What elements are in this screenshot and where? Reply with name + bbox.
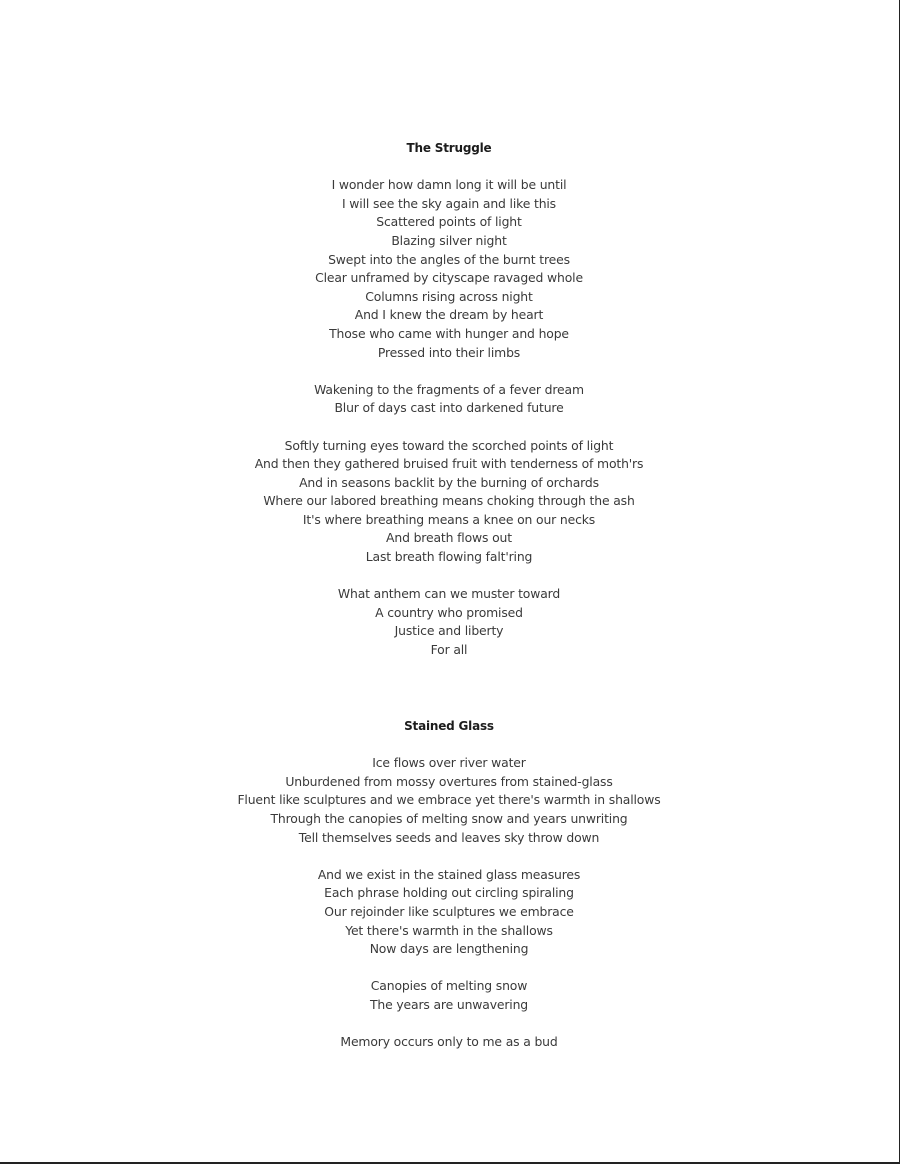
stanza-3: [0, 437, 898, 567]
poem-line: Yet there's warmth in the shallows: [345, 922, 553, 938]
poem-line: Columns rising across night: [365, 288, 533, 304]
poem-stained-glass: [0, 717, 898, 1070]
stanza-1: [0, 754, 898, 847]
poem-line: Unburdened from mossy overtures from stained-glass: [285, 773, 613, 789]
stanza-4: [0, 1033, 898, 1052]
poem-line: Our rejoinder like sculptures we embrace: [324, 903, 574, 919]
poem-line: Ice flows over river water: [372, 755, 526, 771]
poem-line: And I knew the dream by heart: [354, 307, 544, 323]
poem-line: Wakening to the fragments of a fever dream: [314, 381, 584, 397]
poem-line: Where our labored breathing means choking through the ash: [263, 493, 635, 509]
poem-line: And breath flows out: [386, 530, 512, 546]
poem-line: Through the canopies of melting snow and years unwriting: [270, 810, 628, 826]
poem-line: I will see the sky again and like this: [342, 195, 556, 211]
poem-line: A country who promised: [375, 604, 523, 620]
poem-line: For all: [430, 642, 468, 658]
poem-line: Justice and liberty: [394, 623, 504, 639]
stanza-1: [0, 176, 898, 362]
poem-line: The years are unwavering: [369, 996, 529, 1012]
poem-line: Canopies of melting snow: [370, 978, 528, 994]
poem-line: Scattered points of light: [376, 214, 522, 230]
poem-title: The Struggle: [406, 141, 492, 155]
poem-line: Blazing silver night: [391, 232, 507, 248]
poem-line: Softly turning eyes toward the scorched points of light: [284, 437, 614, 453]
poem-line: Fluent like sculptures and we embrace yet there's warmth in shallows: [237, 792, 661, 808]
poem-title: Stained Glass: [404, 719, 494, 733]
stanza-2: [0, 381, 898, 418]
stanza-3: [0, 977, 898, 1014]
poem-line: Now days are lengthening: [369, 941, 529, 957]
poem-line: Clear unframed by cityscape ravaged whole: [315, 270, 583, 286]
poem-line: Each phrase holding out circling spiraling: [324, 885, 574, 901]
poem-line: Last breath flowing falt'ring: [365, 549, 533, 565]
poem-the-struggle: [0, 139, 898, 678]
poem-line: Those who came with hunger and hope: [329, 325, 569, 341]
stanza-2: [0, 866, 898, 959]
poem-line: Tell themselves seeds and leaves sky throw down: [298, 829, 600, 845]
poem-line: And then they gathered bruised fruit with tenderness of moth'rs: [254, 456, 644, 472]
poem-line: Swept into the angles of the burnt trees: [328, 251, 570, 267]
poem-line: It's where breathing means a knee on our necks: [302, 511, 596, 527]
poem-line: What anthem can we muster toward: [337, 586, 561, 602]
stanza-4: [0, 585, 898, 659]
poem-line: And we exist in the stained glass measures: [317, 866, 581, 882]
poem-line: Blur of days cast into darkened future: [334, 400, 564, 416]
poem-line: Pressed into their limbs: [377, 344, 521, 360]
poem-line: Memory occurs only to me as a bud: [340, 1034, 558, 1050]
poem-line: And in seasons backlit by the burning of orchards: [299, 474, 599, 490]
poem-line: I wonder how damn long it will be until: [331, 177, 567, 193]
